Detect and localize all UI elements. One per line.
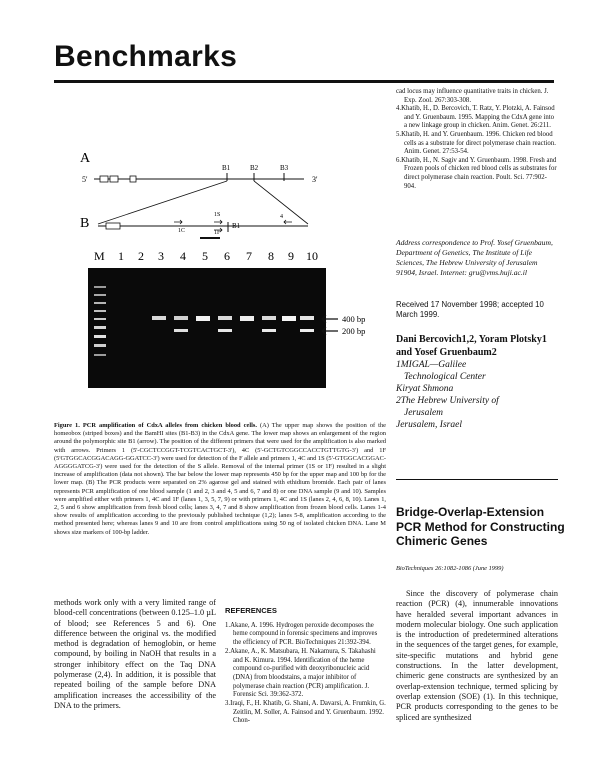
arrow-200bp bbox=[322, 327, 338, 335]
article-citation: BioTechniques 26:1082-1086 (June 1999) bbox=[396, 565, 504, 572]
received-date: Received 17 November 1998; accepted 10 March 1999. bbox=[396, 300, 544, 319]
author-list: Dani Bercovich1,2, Yoram Plotsky1 and Yosef Gruenbaum2 bbox=[396, 334, 547, 358]
affiliation-line: Jerusalem bbox=[404, 408, 444, 418]
figure-graphic bbox=[54, 140, 386, 420]
panel-a-label: A bbox=[80, 151, 91, 166]
references-continued bbox=[396, 88, 558, 191]
reference-item: 2.Akane, A., K. Matsubara, H. Nakamura, S. Takahashi and K. Kimura. 1994. Identification of the heme compound co-purified with deoxyribonucleic acid (DNA) from bloodstains, a major inhibitor of polymerase chain reaction (PCR) amplification. J. Forensic Sci. 39:362-372. bbox=[225, 647, 376, 699]
primer-1c-label: 1C bbox=[178, 228, 186, 234]
primer-arrow-1s bbox=[214, 220, 222, 224]
reference-item: cad locus may influence quantitative traits in chicken. J. Exp. Zool. 267:303-308. bbox=[396, 88, 549, 104]
b1-marker-label: B1 bbox=[232, 222, 241, 230]
homeobox-1 bbox=[100, 176, 108, 182]
references-section bbox=[225, 607, 387, 726]
lane-label-4: 4 bbox=[180, 249, 186, 263]
arrow-400bp bbox=[322, 315, 338, 323]
five-prime-label: 5' bbox=[82, 175, 88, 184]
reference-item: 5.Khatib, H. and Y. Gruenbaum. 1996. Chicken red blood cells as a substrate for direct polymerase chain reaction. Anim. Genet. 27:53-54. bbox=[396, 130, 556, 156]
three-prime-label: 3' bbox=[312, 175, 318, 184]
article-divider bbox=[396, 479, 558, 480]
affiliation-line: Technological Center bbox=[404, 372, 486, 382]
band-200-label: 200 bp bbox=[342, 326, 366, 336]
enlarged-box bbox=[106, 223, 120, 229]
site-b2-label: B2 bbox=[250, 164, 259, 172]
affiliation-line: Kiryat Shmona bbox=[396, 384, 454, 394]
reference-item: 6.Khatib, H., N. Sagiv and Y. Gruenbaum. 1998. Fresh and Frozen pools of chicken red blood cells as substrates for direct polymerase chain reaction. Poult. Sci. 77:902-904. bbox=[396, 156, 557, 190]
primer-arrow-4 bbox=[284, 220, 292, 224]
primer-arrow-1 bbox=[174, 220, 182, 224]
site-b1-label: B1 bbox=[222, 164, 231, 172]
header-rule bbox=[54, 80, 554, 83]
lane-label-1: 1 bbox=[118, 249, 124, 263]
correspondence-address: Address correspondence to Prof. Yosef Gruenbaum, Department of Genetics, The Institute of Life Sciences, The Hebrew University of Jerusalem 91904, Israel. Internet: gru@vms.huji.ac.il bbox=[396, 238, 553, 277]
enlargement-line-left bbox=[98, 181, 227, 224]
affiliation-line: 2The Hebrew University of bbox=[396, 396, 499, 406]
figure-1 bbox=[54, 140, 386, 420]
reference-item: 1.Akane, A. 1996. Hydrogen peroxide decomposes the heme compound in forensic specimens and improves the efficiency of PCR. BioTechniques 21:392-394. bbox=[225, 621, 378, 647]
band-400-label: 400 bp bbox=[342, 314, 366, 324]
primer-1f-label: 1F bbox=[214, 230, 221, 236]
primer-1s-label: 1S bbox=[214, 212, 221, 218]
lane-label-5: 5 bbox=[202, 249, 208, 263]
lane-label-10: 10 bbox=[306, 249, 318, 263]
gel-image bbox=[88, 268, 326, 388]
site-b3-label: B3 bbox=[280, 164, 289, 172]
caption-lead: Figure 1. PCR amplification of CdxA alleles from chicken blood cells. bbox=[54, 422, 257, 429]
lane-label-8: 8 bbox=[268, 249, 274, 263]
homeobox-3 bbox=[130, 176, 136, 182]
affiliation-line: Jerusalem, Israel bbox=[396, 420, 462, 430]
lane-label-3: 3 bbox=[158, 249, 164, 263]
body-paragraph: Since the discovery of polymerase chain reaction (PCR) (4), innumerable innovations have heralded several important advances in modern molecular biology. One such application is the introduction of predetermined alterations in the sequences of the target genes, for example, site-specific mutations and hybrid gene constructions. In the latter development, chimeric gene constructs are synthesized by an overlap-extension technique, termed splicing by overlap extension (SOE) (1). In this technique, PCR products corresponding to the genes to be spliced are synthesized bbox=[396, 589, 558, 722]
lane-label-m: M bbox=[94, 249, 105, 263]
lane-label-2: 2 bbox=[138, 249, 144, 263]
references-heading: REFERENCES bbox=[225, 606, 277, 615]
homeobox-2 bbox=[110, 176, 118, 182]
lane-label-9: 9 bbox=[288, 249, 294, 263]
figure-caption bbox=[54, 422, 386, 537]
article-body bbox=[396, 589, 558, 723]
lane-labels bbox=[94, 249, 318, 263]
affiliations bbox=[396, 359, 558, 431]
lane-label-7: 7 bbox=[246, 249, 252, 263]
lane-label-6: 6 bbox=[224, 249, 230, 263]
caption-body: (A) The upper map shows the position of the homeobox (striped boxes) and the BamHI sites (B1-B3) in the CdxA gene. The lower map shows an enlargement of the region around the polymorphic site B1 (arrow). The position of the different primers that were used for the amplification is also marked with arrows. Primers 1 (5'-CGCTCCGGT-TCGTCACTGCT-3'), 4C (5'-GCTGTCGGCCACCTGTTGTG-3') and 1F (5'GTGGCACGGACAGG-GGATCC-3') were used for detection of the F allele and primers 1, 4C and 1S (5'-GTGGCACGGAC-AGGGGATCG-3') were used for the detection of the S allele. Removal of the internal primer (1S or 1F) resulted in a slight increase of amplification (data not shown). The bar below the lower map represents 450 bp for the upper map and 100 bp for the lower map. (B) The PCR products were separated on 2% agarose gel and stained with ethidium bromide. Each pair of lanes represents PCR amplification of one blood sample (1 and 2, 3 and 4, 5 and 6, 7 and 8) or one DNA sample (9 and 10). Samples were amplified either with primers 1, 4C and 1F (lanes 1, 3, 5, 7, 9) or with primers 1, 4C and 1S (lanes 2, 4, 6, 8, 10). Lanes 1, 2, 5 and 6 show amplification from fresh blood cells; lanes 3, 4, 7 and 8 show amplification from frozen blood cells. Lanes 1-4 show results of amplification according to the previously published technique (1,2); lanes 5-8, amplification according to the method presented here; whereas lanes 9 and 10 are from control amplifications using 50 ng of isolated chicken DNA. Lane M shows size markers of 100-bp ladder. bbox=[54, 422, 386, 536]
panel-b-label: B bbox=[80, 216, 90, 231]
reference-item: 4.Khatib, H., D. Bercovich, T. Ratz, Y. Plotzki, A. Fainsod and Y. Gruenbaum. 1995. Mapping the CdxA gene into a new linkage group in chicken. Anim. Genet. 26:211. bbox=[396, 105, 555, 130]
body-text-left: methods work only with a very limited range of blood-cell concentrations (between 0.125–1.0 µL of blood; see References 5 and 6). One difference between the original vs. the modified method is degradation of hemoglobin, or heme compound, by boiling in NaOH that results in a stronger inhibitory effect on the Taq DNA polymerase (2,4). In addition, it is possible that repeated boiling of the sample before DNA amplification increases the accessibility of the DNA to the primers. bbox=[54, 598, 216, 710]
primer-4-label: 4 bbox=[280, 214, 283, 220]
reference-item: 3.Iraqi, F., H. Khatib, G. Shani, A. Davarsi, A. Frumkin, G. Zeitlin, M. Soller, A. Fainsod and Y. Gruenbaum. 1992. Chon- bbox=[225, 700, 386, 725]
affiliation-line: 1MIGAL—Galilee bbox=[396, 360, 467, 370]
article-title: Bridge-Overlap-Extension PCR Method for Constructing Chimeric Genes bbox=[396, 505, 565, 548]
section-header: Benchmarks bbox=[54, 40, 238, 73]
